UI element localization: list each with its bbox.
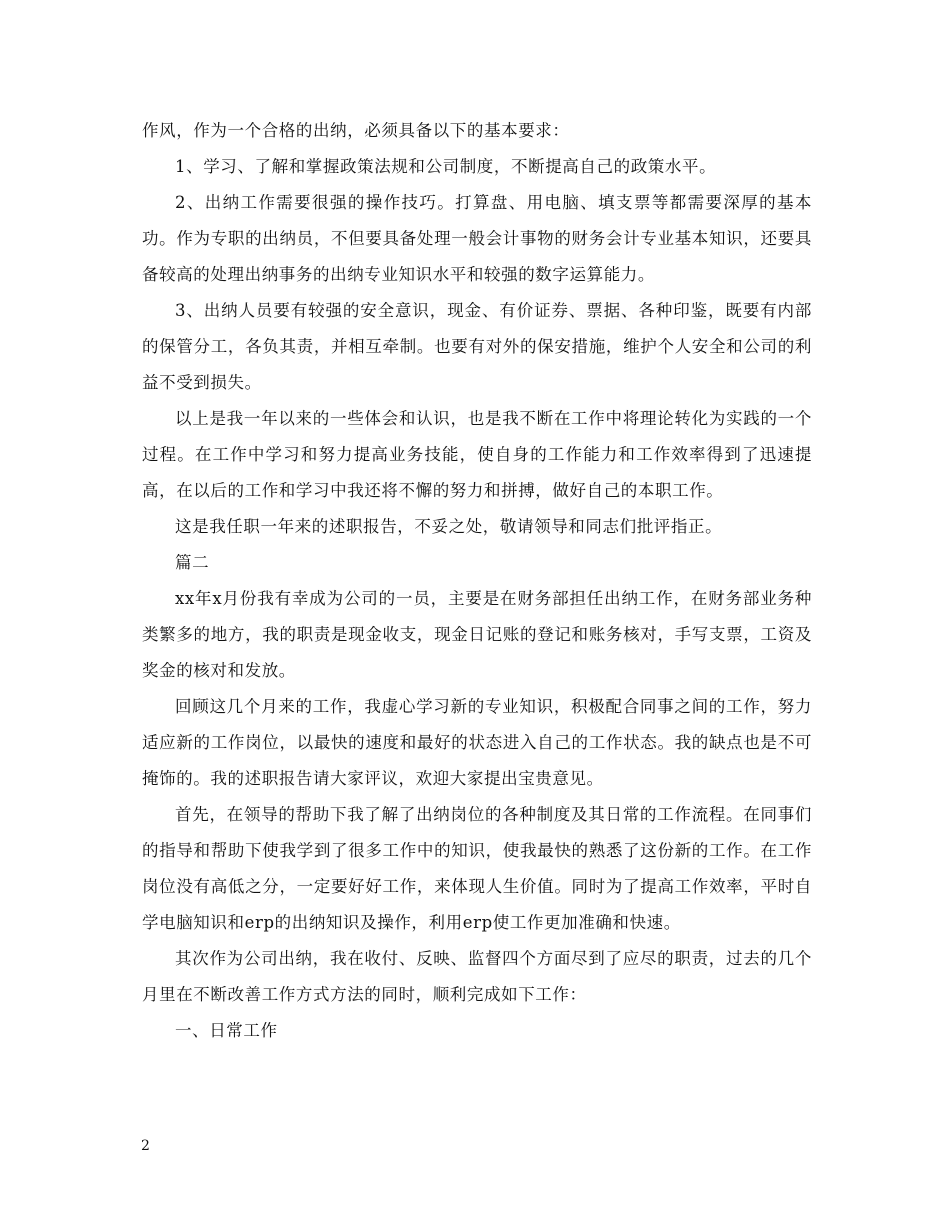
paragraph-requirement-3: 3、出纳人员要有较强的安全意识，现金、有价证券、票据、各种印鉴，既要有内部的保管分工，各负其责，并相互牵制。也要有对外的保安措施，维护个人安全和公司的利益不受到损失。 [142,301,812,392]
paragraph-closing: 这是我任职一年来的述职报告，不妥之处，敬请领导和同志们批评指正。 [175,517,723,536]
document-body [142,113,812,1049]
paragraph-first: 首先，在领导的帮助下我了解了出纳岗位的各种制度及其日常的工作流程。在同事们的指导和帮助下使我学到了很多工作中的知识，使我最快的熟悉了这份新的工作。在工作岗位没有高低之分，一定要好好工作，来体现人生价值。同时为了提高工作效率，平时自学电脑知识和erp的出纳知识及操作，利用erp使工作更加准确和快速。 [142,805,812,932]
paragraph-second: 其次作为公司出纳，我在收付、反映、监督四个方面尽到了应尽的职责，过去的几个月里在不断改善工作方式方法的同时，顺利完成如下工作： [142,949,812,1004]
subheading-daily-work: 一、日常工作 [175,1021,278,1040]
section-heading-part-two: 篇二 [175,553,210,572]
page-number: 2 [141,1138,150,1154]
paragraph-intro: xx年x月份我有幸成为公司的一员，主要是在财务部担任出纳工作，在财务部业务种类繁多的地方，我的职责是现金收支，现金日记账的登记和账务核对，手写支票，工资及奖金的核对和发放。 [142,589,812,680]
paragraph-summary: 以上是我一年以来的一些体会和认识，也是我不断在工作中将理论转化为实践的一个过程。在工作中学习和努力提高业务技能，使自身的工作能力和工作效率得到了迅速提高，在以后的工作和学习中我还将不懈的努力和拼搏，做好自己的本职工作。 [142,409,812,500]
paragraph-continuation: 作风，作为一个合格的出纳，必须具备以下的基本要求： [142,121,570,140]
paragraph-review: 回顾这几个月来的工作，我虚心学习新的专业知识，积极配合同事之间的工作，努力适应新的工作岗位，以最快的速度和最好的状态进入自己的工作状态。我的缺点也是不可掩饰的。我的述职报告请大家评议，欢迎大家提出宝贵意见。 [142,697,812,788]
paragraph-requirement-2: 2、出纳工作需要很强的操作技巧。打算盘、用电脑、填支票等都需要深厚的基本功。作为专职的出纳员，不但要具备处理一般会计事物的财务会计专业基本知识，还要具备较高的处理出纳事务的出纳专业知识水平和较强的数字运算能力。 [142,193,812,284]
paragraph-requirement-1: 1、学习、了解和掌握政策法规和公司制度，不断提高自己的政策水平。 [175,157,717,176]
